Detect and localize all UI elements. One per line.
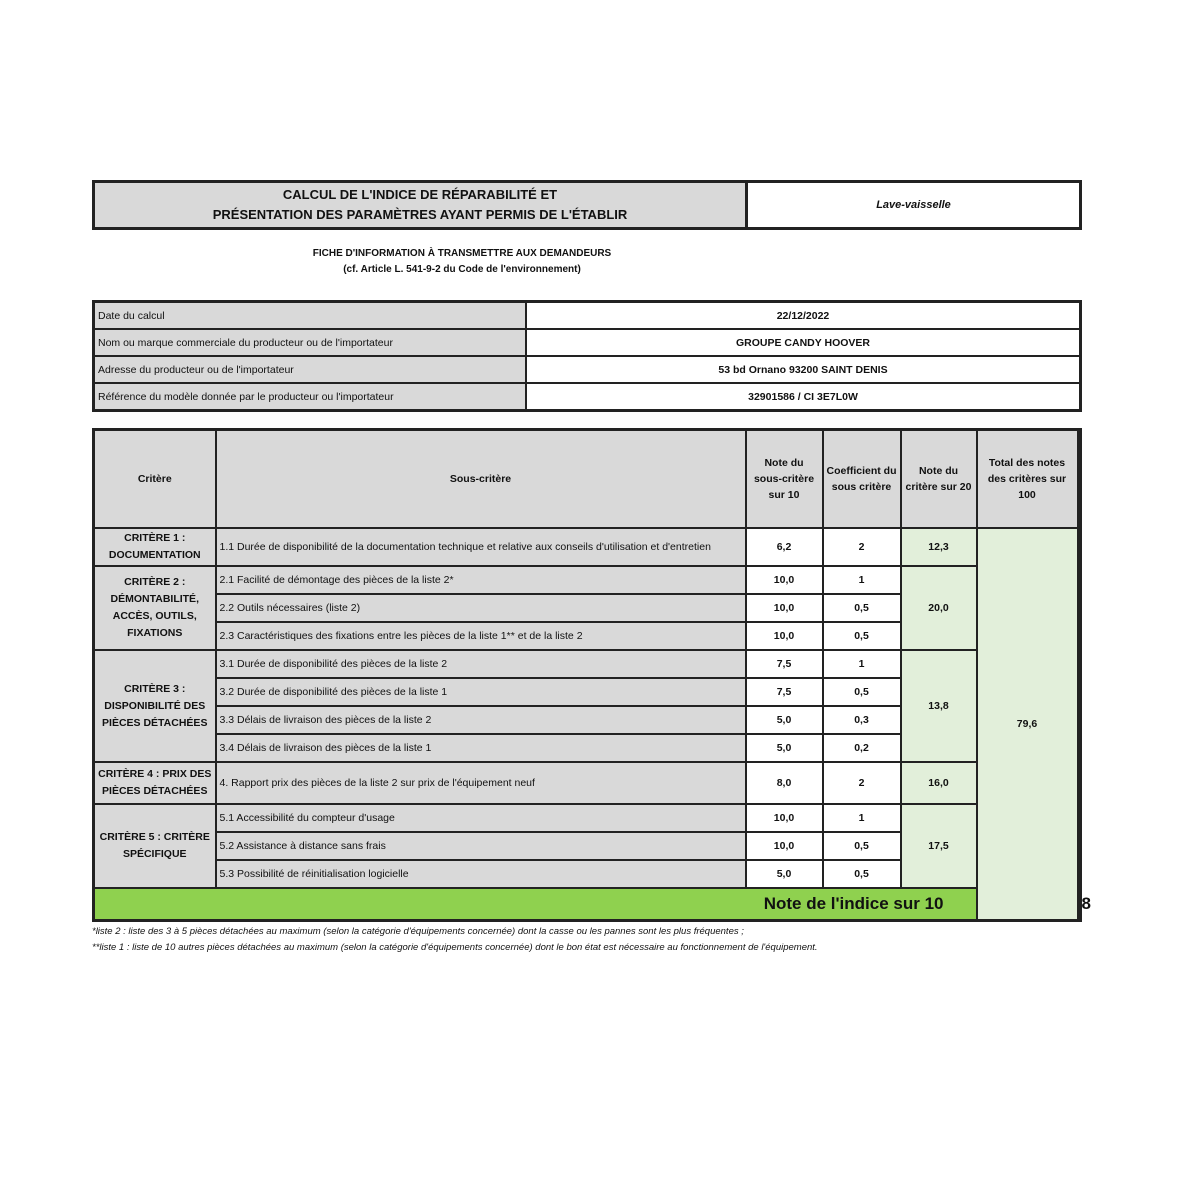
info-row — [94, 329, 1081, 356]
subcriterion-label: 2.1 Facilité de démontage des pièces de la liste 2* — [216, 566, 746, 594]
col-note-critere: Note du critère sur 20 — [901, 430, 977, 529]
col-note-sous-critere: Note du sous-critère sur 10 — [746, 430, 823, 529]
info-value: 53 bd Ornano 93200 SAINT DENIS — [526, 356, 1081, 383]
info-label: Référence du modèle donnée par le producteur ou l'importateur — [94, 383, 527, 411]
info-row — [94, 383, 1081, 411]
subheader-line-2: (cf. Article L. 541-9-2 du Code de l'environnement) — [343, 264, 581, 275]
info-row — [94, 356, 1081, 383]
title-line-2: PRÉSENTATION DES PARAMÈTRES AYANT PERMIS DE L'ÉTABLIR — [212, 207, 628, 222]
footnote-liste-2: *liste 2 : liste des 3 à 5 pièces détachées au maximum (selon la catégorie d'équipements concernée) dont la casse ou les pannes sont les plus fréquentes ; — [92, 926, 744, 937]
criteria-table — [92, 428, 1091, 922]
criterion-label: CRITÈRE 1 : DOCUMENTATION — [94, 528, 216, 566]
subcriterion-coef: 0,5 — [823, 860, 901, 888]
subcriterion-note: 5,0 — [746, 706, 823, 734]
repairability-sheet — [92, 180, 1091, 956]
subcriterion-coef: 1 — [823, 804, 901, 832]
info-label: Adresse du producteur ou de l'importateur — [94, 356, 527, 383]
subcriterion-label: 1.1 Durée de disponibilité de la documentation technique et relative aux conseils d'utilisation et d'entretien — [216, 528, 746, 566]
subcriterion-label: 4. Rapport prix des pièces de la liste 2 sur prix de l'équipement neuf — [216, 762, 746, 804]
criterion-score: 13,8 — [901, 650, 977, 762]
table-row — [94, 528, 1081, 566]
criterion-score: 16,0 — [901, 762, 977, 804]
total-score: 79,6 — [977, 528, 1078, 921]
document-header — [92, 180, 1082, 230]
subcriterion-note: 5,0 — [746, 860, 823, 888]
criterion-label: CRITÈRE 5 : CRITÈRE SPÉCIFIQUE — [94, 804, 216, 888]
subcriterion-note: 10,0 — [746, 832, 823, 860]
subcriterion-label: 2.2 Outils nécessaires (liste 2) — [216, 594, 746, 622]
final-score-label: Note de l'indice sur 10 — [94, 888, 977, 921]
subcriterion-label: 5.1 Accessibilité du compteur d'usage — [216, 804, 746, 832]
subcriterion-coef: 0,5 — [823, 622, 901, 650]
subcriterion-coef: 0,3 — [823, 706, 901, 734]
col-total: Total des notes des critères sur 100 — [977, 430, 1078, 529]
criterion-score: 20,0 — [901, 566, 977, 650]
criterion-label: CRITÈRE 3 : DISPONIBILITÉ DES PIÈCES DÉTACHÉES — [94, 650, 216, 762]
criterion-label: CRITÈRE 4 : PRIX DES PIÈCES DÉTACHÉES — [94, 762, 216, 804]
col-sous-critere: Sous-critère — [216, 430, 746, 529]
subcriterion-label: 3.4 Délais de livraison des pièces de la liste 1 — [216, 734, 746, 762]
subcriterion-note: 6,2 — [746, 528, 823, 566]
subcriterion-coef: 1 — [823, 650, 901, 678]
criteria-header-row — [94, 430, 1081, 529]
subcriterion-coef: 2 — [823, 762, 901, 804]
info-table — [92, 300, 1082, 412]
subcriterion-note: 7,5 — [746, 678, 823, 706]
subcriterion-note: 7,5 — [746, 650, 823, 678]
criterion-score: 12,3 — [901, 528, 977, 566]
criterion-score: 17,5 — [901, 804, 977, 888]
subcriterion-note: 10,0 — [746, 804, 823, 832]
subcriterion-coef: 1 — [823, 566, 901, 594]
info-row — [94, 302, 1081, 330]
table-row — [94, 566, 1081, 594]
col-coefficient: Coefficient du sous critère — [823, 430, 901, 529]
subheader — [92, 246, 832, 278]
final-score-value: 8 — [1078, 888, 1081, 921]
footnotes — [92, 924, 1082, 956]
subcriterion-coef: 0,2 — [823, 734, 901, 762]
subcriterion-coef: 0,5 — [823, 594, 901, 622]
subcriterion-label: 3.2 Durée de disponibilité des pièces de la liste 1 — [216, 678, 746, 706]
info-value: 32901586 / CI 3E7L0W — [526, 383, 1081, 411]
subcriterion-note: 10,0 — [746, 622, 823, 650]
subheader-line-1: FICHE D'INFORMATION À TRANSMETTRE AUX DEMANDEURS — [312, 248, 612, 259]
table-row — [94, 650, 1081, 678]
info-label: Date du calcul — [94, 302, 527, 330]
title-line-1: CALCUL DE L'INDICE DE RÉPARABILITÉ ET — [282, 187, 558, 202]
subcriterion-coef: 0,5 — [823, 832, 901, 860]
subcriterion-note: 8,0 — [746, 762, 823, 804]
subcriterion-note: 10,0 — [746, 566, 823, 594]
criterion-label: CRITÈRE 2 : DÉMONTABILITÉ, ACCÈS, OUTILS, FIXATIONS — [94, 566, 216, 650]
info-value: GROUPE CANDY HOOVER — [526, 329, 1081, 356]
info-value: 22/12/2022 — [526, 302, 1081, 330]
final-score-row — [94, 888, 1081, 921]
subcriterion-note: 10,0 — [746, 594, 823, 622]
footnote-liste-1: **liste 1 : liste de 10 autres pièces détachées au maximum (selon la catégorie d'équipements concernée) dont le bon état est nécessaire au fonctionnement de l'équipement. — [92, 942, 818, 953]
subcriterion-label: 3.1 Durée de disponibilité des pièces de la liste 2 — [216, 650, 746, 678]
subcriterion-note: 5,0 — [746, 734, 823, 762]
subcriterion-coef: 2 — [823, 528, 901, 566]
subcriterion-label: 3.3 Délais de livraison des pièces de la liste 2 — [216, 706, 746, 734]
col-critere: Critère — [94, 430, 216, 529]
subcriterion-coef: 0,5 — [823, 678, 901, 706]
subcriterion-label: 5.3 Possibilité de réinitialisation logicielle — [216, 860, 746, 888]
subcriterion-label: 5.2 Assistance à distance sans frais — [216, 832, 746, 860]
table-row — [94, 804, 1081, 832]
document-title — [95, 183, 748, 227]
info-label: Nom ou marque commerciale du producteur ou de l'importateur — [94, 329, 527, 356]
table-row — [94, 762, 1081, 804]
product-type: Lave-vaisselle — [876, 199, 951, 211]
subcriterion-label: 2.3 Caractéristiques des fixations entre les pièces de la liste 1** et de la liste 2 — [216, 622, 746, 650]
